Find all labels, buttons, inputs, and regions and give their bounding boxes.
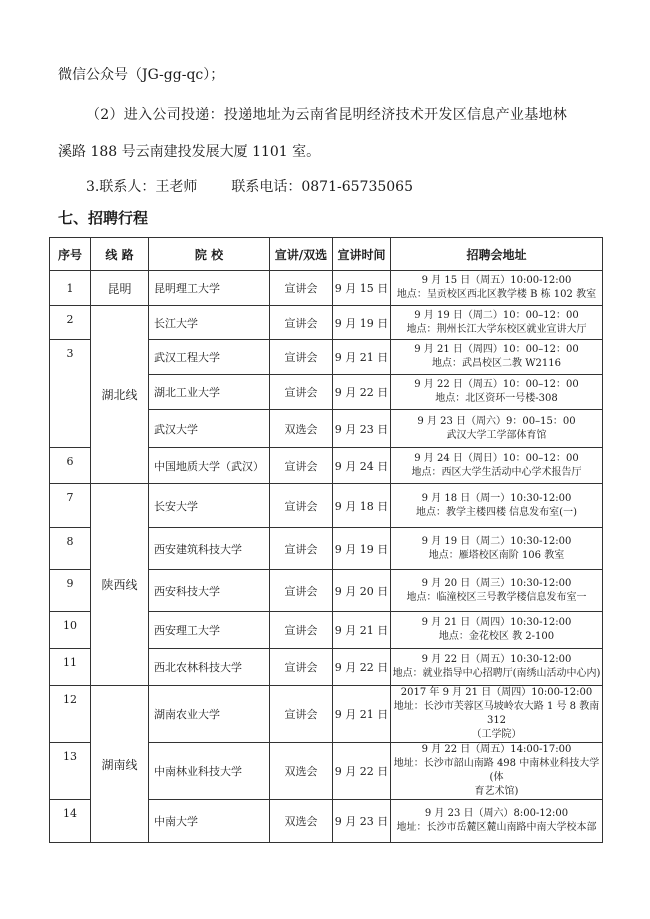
date-cell: 9 月 23 日 [333, 800, 391, 843]
date-cell: 9 月 24 日 [333, 448, 391, 484]
address-cell [391, 528, 603, 570]
school-cell: 湖北工业大学 [149, 375, 270, 410]
address-place: 地址：长沙市岳麓区麓山南路中南大学校本部 [396, 822, 597, 833]
row-no: 14 [50, 800, 91, 843]
row-no [50, 375, 91, 410]
type-cell: 宣讲会 [270, 612, 333, 649]
route-kunming: 昆明 [91, 271, 149, 306]
row-no: 11 [50, 649, 91, 686]
row-no: 8 [50, 528, 91, 570]
address-cell [391, 410, 603, 448]
school-cell: 西安理工大学 [149, 612, 270, 649]
address-time: 9 月 15 日（周五）10:00-12:00 [421, 275, 572, 286]
address-place: 地点：教学主楼四楼 信息发布室(一) [416, 506, 577, 518]
row-no: 13 [50, 743, 91, 800]
row-no [50, 410, 91, 448]
address-time: 9 月 18 日（周一）10:30-12:00 [421, 492, 572, 504]
type-cell: 宣讲会 [270, 528, 333, 570]
address-cell [391, 570, 603, 612]
row-no: 9 [50, 570, 91, 612]
type-cell: 双选会 [270, 800, 333, 843]
row-no: 3 [50, 340, 91, 375]
address-cell [391, 686, 603, 743]
school-cell: 中国地质大学（武汉） [149, 448, 270, 484]
address-time: 9 月 21 日（周四）10:30-12:00 [421, 617, 572, 628]
address-place: 地点：临潼校区三号教学楼信息发布室一 [406, 591, 587, 603]
date-cell: 9 月 22 日 [333, 743, 391, 800]
date-cell: 9 月 18 日 [333, 484, 391, 528]
date-cell: 9 月 23 日 [333, 410, 391, 448]
row-no: 1 [50, 271, 91, 306]
school-cell: 昆明理工大学 [149, 271, 270, 306]
address-time: 9 月 24 日（周日）10：00–12：00 [414, 452, 579, 464]
address-place: 地点：金花校区 教 2-100 [438, 631, 555, 642]
row-no: 10 [50, 612, 91, 649]
contact-line [86, 178, 413, 196]
address-time: 9 月 23 日（周六）8:00-12:00 [424, 808, 569, 819]
address-time: 9 月 22 日（周五）14:00-17:00 [421, 744, 572, 755]
section-title: 七、招聘行程 [58, 209, 149, 227]
header-type: 宣讲/双选 [270, 238, 333, 271]
recruitment-schedule-table [49, 237, 603, 843]
address-time: 9 月 22 日（周五）10：00–12：00 [414, 379, 579, 390]
school-cell: 湖南农业大学 [149, 686, 270, 743]
address-place: 地点：雁塔校区南阶 106 教室 [428, 549, 565, 561]
address-cell [391, 306, 603, 340]
address-place: 地址：长沙市芙蓉区马坡岭农大路 1 号 8 教南 312 [393, 701, 600, 726]
date-cell: 9 月 22 日 [333, 375, 391, 410]
row-no: 7 [50, 484, 91, 528]
address-cell [391, 649, 603, 686]
contact-person: 3.联系人：王老师 [86, 179, 198, 195]
school-cell: 长江大学 [149, 306, 270, 340]
school-cell: 西安科技大学 [149, 570, 270, 612]
school-cell: 长安大学 [149, 484, 270, 528]
row-no: 12 [50, 686, 91, 743]
type-cell: 双选会 [270, 743, 333, 800]
school-cell: 西安建筑科技大学 [149, 528, 270, 570]
table-row [50, 306, 603, 340]
address-cell [391, 743, 603, 800]
address-place: 地点：就业指导中心招聘厅(南绣山活动中心内) [392, 668, 601, 679]
address-place: 武汉大学工学部体育馆 [446, 429, 547, 441]
school-cell: 武汉工程大学 [149, 340, 270, 375]
row-no: 6 [50, 448, 91, 484]
school-cell: 武汉大学 [149, 410, 270, 448]
address-place-cont: 育艺术馆) [474, 786, 519, 797]
intro-line-delivery: （2）进入公司投递：投递地址为云南省昆明经济技术开发区信息产业基地林 [86, 107, 568, 123]
type-cell: 宣讲会 [270, 340, 333, 375]
school-cell: 中南大学 [149, 800, 270, 843]
school-cell: 西北农林科技大学 [149, 649, 270, 686]
route-shaanxi: 陕西线 [91, 484, 149, 686]
type-cell: 宣讲会 [270, 375, 333, 410]
header-route: 线 路 [91, 238, 149, 271]
address-time: 9 月 21 日（周四）10：00–12：00 [414, 344, 579, 355]
row-no: 2 [50, 306, 91, 340]
address-time: 9 月 22 日（周五）10:30-12:00 [421, 654, 572, 665]
address-place: 地点：荆州长江大学东校区就业宣讲大厅 [406, 323, 587, 335]
table-row [50, 484, 603, 528]
table-row [50, 271, 603, 306]
table-header-row [50, 238, 603, 271]
type-cell: 宣讲会 [270, 271, 333, 306]
address-time: 9 月 19 日（周二）10：00–12：00 [414, 309, 579, 321]
address-place: 地点：武昌校区二教 W2116 [432, 358, 561, 369]
date-cell: 9 月 20 日 [333, 570, 391, 612]
header-school: 院 校 [149, 238, 270, 271]
address-time: 9 月 23 日（周六）9：00–15：00 [417, 415, 576, 427]
address-cell [391, 271, 603, 306]
date-cell: 9 月 21 日 [333, 340, 391, 375]
address-time: 9 月 19 日（周二）10:30-12:00 [421, 535, 572, 547]
table-row [50, 686, 603, 743]
intro-line-wechat: 微信公众号（JG-gg-qc）； [58, 67, 225, 83]
address-cell [391, 340, 603, 375]
address-cell [391, 375, 603, 410]
route-hubei: 湖北线 [91, 306, 149, 484]
address-cell [391, 484, 603, 528]
date-cell: 9 月 21 日 [333, 686, 391, 743]
date-cell: 9 月 22 日 [333, 649, 391, 686]
type-cell: 宣讲会 [270, 649, 333, 686]
header-address: 招聘会地址 [391, 238, 603, 271]
type-cell: 宣讲会 [270, 686, 333, 743]
address-time: 9 月 20 日（周三）10:30-12:00 [421, 577, 572, 589]
school-cell: 中南林业科技大学 [149, 743, 270, 800]
address-place: 地点：呈贡校区西北区教学楼 B 栋 102 教室 [396, 289, 597, 300]
type-cell: 宣讲会 [270, 306, 333, 340]
type-cell: 宣讲会 [270, 570, 333, 612]
address-time: 2017 年 9 月 21 日（周四）10:00-12:00 [400, 687, 593, 698]
intro-line-address: 溪路 188 号云南建投发展大厦 1101 室。 [58, 144, 321, 160]
address-cell [391, 448, 603, 484]
date-cell: 9 月 19 日 [333, 528, 391, 570]
date-cell: 9 月 19 日 [333, 306, 391, 340]
type-cell: 宣讲会 [270, 448, 333, 484]
address-place-cont: （工学院） [471, 729, 522, 740]
contact-phone: 联系电话：0871-65735065 [231, 179, 413, 195]
header-date: 宣讲时间 [333, 238, 391, 271]
type-cell: 宣讲会 [270, 484, 333, 528]
date-cell: 9 月 15 日 [333, 271, 391, 306]
address-cell [391, 612, 603, 649]
address-place: 地点：北区资环一号楼-308 [435, 393, 558, 404]
header-no: 序号 [50, 238, 91, 271]
address-place: 地点：西区大学生活动中心学术报告厅 [411, 466, 582, 478]
route-hunan: 湖南线 [91, 686, 149, 843]
type-cell: 双选会 [270, 410, 333, 448]
address-place: 地址：长沙市韶山南路 498 中南林业科技大学(体 [393, 758, 600, 783]
date-cell: 9 月 21 日 [333, 612, 391, 649]
address-cell [391, 800, 603, 843]
